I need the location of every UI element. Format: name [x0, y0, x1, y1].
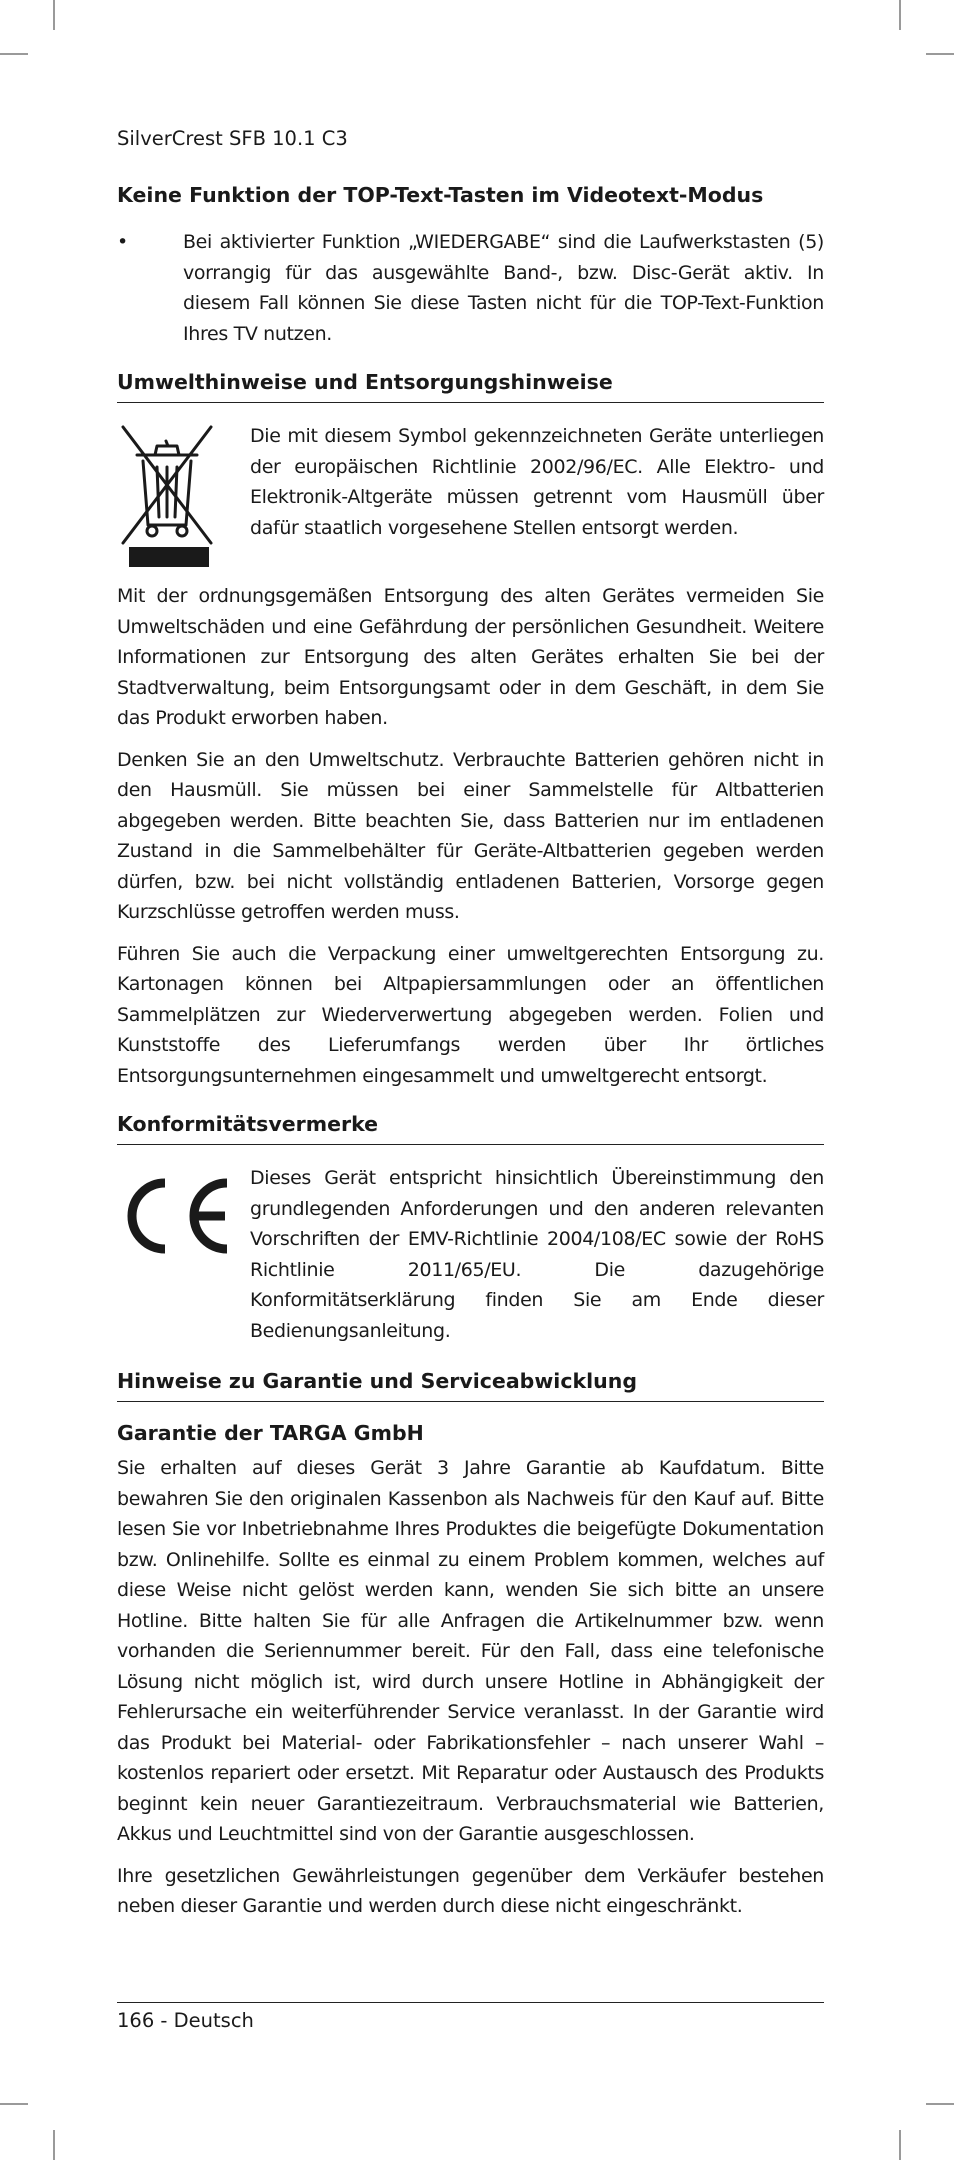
crop-mark [926, 2103, 954, 2105]
crop-mark [0, 2103, 28, 2105]
crop-mark [899, 0, 901, 30]
ce-text: Dieses Gerät entspricht hinsichtlich Übereinstimmung den grundlegenden Anforderungen und den anderen relevanten Vorschriften der EMV-Richtlinie 2004/108/EC sowie der RoHS Richtlinie 2011/65/EU. Die dazugehörige Konformitätserklärung finden Sie am Ende dieser Bedienungsanleitung. [250, 1167, 824, 1342]
page-footer: 166 - Deutsch [117, 2002, 824, 2032]
page-content [117, 180, 824, 1933]
heading-top-text: Keine Funktion der TOP-Text-Tasten im Videotext-Modus [117, 183, 764, 207]
weee-text: Die mit diesem Symbol gekennzeichneten Geräte unterliegen der europäischen Richtlinie 2002/96/EC. Alle Elektro- und Elektronik-Altgeräte müssen getrennt vom Hausmüll über dafür staatlich vorgesehene Stellen entsorgt werden. [250, 425, 824, 539]
warranty-paragraph: Ihre gesetzlichen Gewährleistungen gegenüber dem Verkäufer bestehen neben dieser Garantie und werden durch diese nicht eingeschränkt. [117, 1864, 824, 1917]
crop-mark [926, 53, 954, 55]
crop-mark [0, 53, 28, 55]
bullet-item [117, 227, 824, 349]
weee-block [117, 421, 824, 573]
bullet-dot: • [117, 231, 129, 253]
environment-paragraph: Denken Sie an den Umweltschutz. Verbrauchte Batterien gehören nicht in den Hausmüll. Sie müssen bei einer Sammelstelle für Altbatterien abgegeben werden. Bitte beachten Sie, dass Batterien nur im entladenen Zustand in die Sammelbehälter für Geräte-Altbatterien gegeben werden dürfen, bzw. bei nicht vollständig entladenen Batterien, Vorsorge gegen Kurzschlüsse getroffen werden muss. [117, 748, 824, 923]
ce-mark-icon [117, 1163, 250, 1346]
warranty-paragraph: Sie erhalten auf dieses Gerät 3 Jahre Garantie ab Kaufdatum. Bitte bewahren Sie den originalen Kassenbon als Nachweis für den Kauf auf. Bitte lesen Sie vor Inbetriebnahme Ihres Produktes die beigefügte Dokumentation bzw. Onlinehilfe. Sollte es einmal zu einem Problem kommen, welches auf diese Weise nicht gelöst werden kann, wenden Sie sich bitte an unsere Hotline. Bitte halten Sie für alle Anfragen die Artikelnummer bzw. wenn vorhanden die Seriennummer bereit. Für den Fall, dass eine telefonische Lösung nicht möglich ist, wird durch unsere Hotline in Abhängigkeit der Fehlerursache ein weiterführender Service veranlasst. In der Garantie wird das Produkt bei Material- oder Fabrikationsfehler – nach unserer Wahl – kostenlos repariert oder ersetzt. Mit Reparatur oder Austausch des Produkts beginnt kein neuer Garantiezeitraum. Verbrauchsmaterial wie Batterien, Akkus und Leuchtmittel sind von der Garantie ausgeschlossen. [117, 1457, 824, 1845]
crop-mark [53, 0, 55, 30]
heading-conformity: Konformitätsvermerke [117, 1109, 824, 1145]
bullet-text: Bei aktivierter Funktion „WIEDERGABE“ sind die Laufwerkstasten (5) vorrangig für das ausgewählte Band-, bzw. Disc-Gerät aktiv. In diesem Fall können Sie diese Tasten nicht für die TOP-Text-Funktion Ihres TV nutzen. [183, 231, 824, 345]
weee-crossed-bin-icon [117, 421, 250, 573]
page-header: SilverCrest SFB 10.1 C3 [117, 127, 348, 150]
subheading-targa-warranty: Garantie der TARGA GmbH [117, 1421, 424, 1445]
heading-warranty: Hinweise zu Garantie und Serviceabwicklung [117, 1366, 824, 1402]
crop-mark [53, 2130, 55, 2160]
environment-paragraph: Führen Sie auch die Verpackung einer umweltgerechten Entsorgung zu. Kartonagen können bei Altpapiersammlungen oder an öffentlichen Sammelplätzen zur Wiederverwertung abgegeben werden. Folien und Kunststoffe des Lieferumfangs werden über Ihr örtliches Entsorgungsunternehmen eingesammelt und umweltgerecht entsorgt. [117, 942, 824, 1087]
heading-environment: Umwelthinweise und Entsorgungshinweise [117, 367, 824, 403]
ce-block [117, 1163, 824, 1346]
crop-mark [899, 2130, 901, 2160]
environment-paragraph: Mit der ordnungsgemäßen Entsorgung des alten Gerätes vermeiden Sie Umweltschäden und eine Gefährdung der persönlichen Gesundheit. Weitere Informationen zur Entsorgung des alten Gerätes erhalten Sie bei der Stadtverwaltung, beim Entsorgungsamt oder in dem Geschäft, in dem Sie das Produkt erworben haben. [117, 585, 824, 729]
